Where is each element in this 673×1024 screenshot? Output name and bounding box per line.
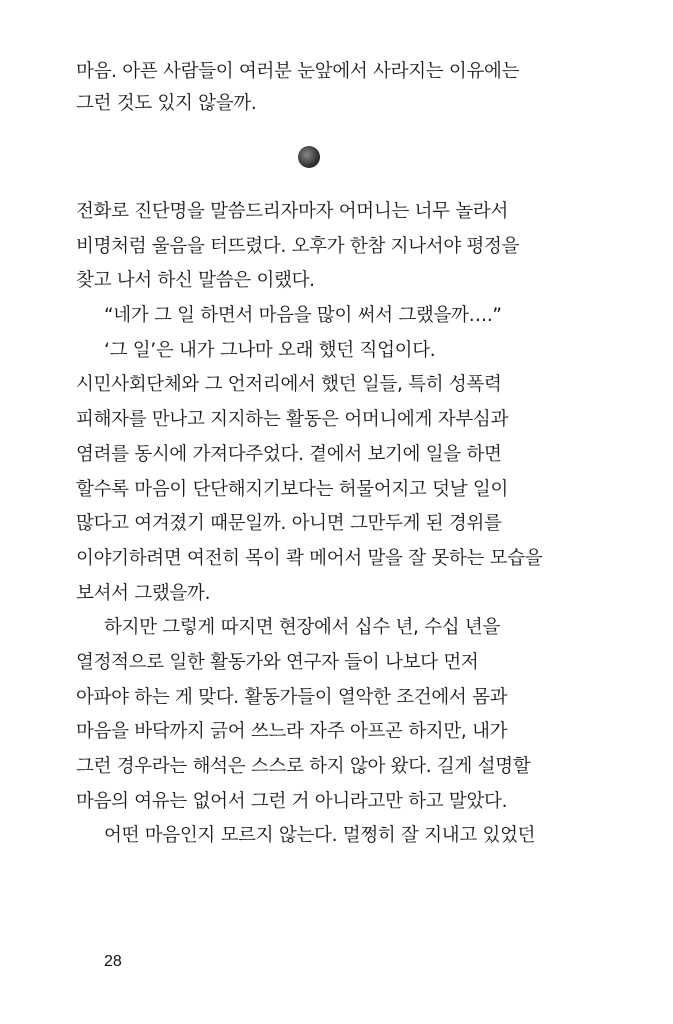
text-line: 피해자를 만나고 지지하는 활동은 어머니에게 자부심과: [76, 409, 509, 431]
text-line: 마음. 아픈 사람들이 여러분 눈앞에서 사라지는 이유에는: [76, 61, 520, 82]
text-line: 보셔서 그랬을까.: [76, 582, 211, 604]
text-line: 비명처럼 울음을 터뜨렸다. 오후가 한참 지나서야 평정을: [76, 235, 520, 257]
text-line: “네가 그 일 하면서 마음을 많이 써서 그랬을까….”: [104, 305, 502, 327]
page-number: 28: [104, 953, 122, 970]
text-line: 아파야 하는 게 맞다. 활동가들이 열악한 조건에서 몸과: [76, 686, 508, 708]
text-line: 그런 경우라는 해석은 스스로 하지 않아 왔다. 길게 설명할: [76, 756, 531, 777]
text-line: 어떤 마음인지 모르지 않는다. 멀쩡히 잘 지내고 있었던: [104, 825, 536, 847]
text-line: 찾고 나서 하신 말씀은 이랬다.: [76, 270, 315, 292]
top-paragraph: [76, 56, 636, 120]
section-divider-dot-icon: [298, 146, 320, 168]
text-line: 마음을 바닥까지 긁어 쓰느라 자주 아프곤 하지만, 내가: [76, 721, 508, 743]
text-line: 전화로 진단명을 말씀드리자마자 어머니는 너무 놀라서: [76, 201, 509, 222]
text-line: ‘그 일’은 내가 그나마 오래 했던 직업이다.: [104, 339, 436, 361]
main-text: [76, 195, 636, 854]
text-line: 그런 것도 있지 않을까.: [76, 93, 257, 114]
text-line: 많다고 여겨졌기 때문일까. 아니면 그만두게 된 경위를: [76, 513, 502, 535]
text-line: 할수록 마음이 단단해지기보다는 허물어지고 덧날 일이: [76, 478, 509, 500]
text-line: 이야기하려면 여전히 목이 콱 메어서 말을 잘 못하는 모습을: [76, 547, 543, 569]
text-line: 열정적으로 일한 활동가와 연구자 들이 나보다 먼저: [76, 651, 479, 673]
text-line: 마음의 여유는 없어서 그런 거 아니라고만 하고 말았다.: [76, 790, 508, 812]
text-line: 염려를 동시에 가져다주었다. 곁에서 보기에 일을 하면: [76, 443, 502, 465]
text-line: 시민사회단체와 그 언저리에서 했던 일들, 특히 성폭력: [76, 374, 502, 396]
text-line: 하지만 그렇게 따지면 현장에서 십수 년, 수십 년을: [104, 617, 501, 639]
